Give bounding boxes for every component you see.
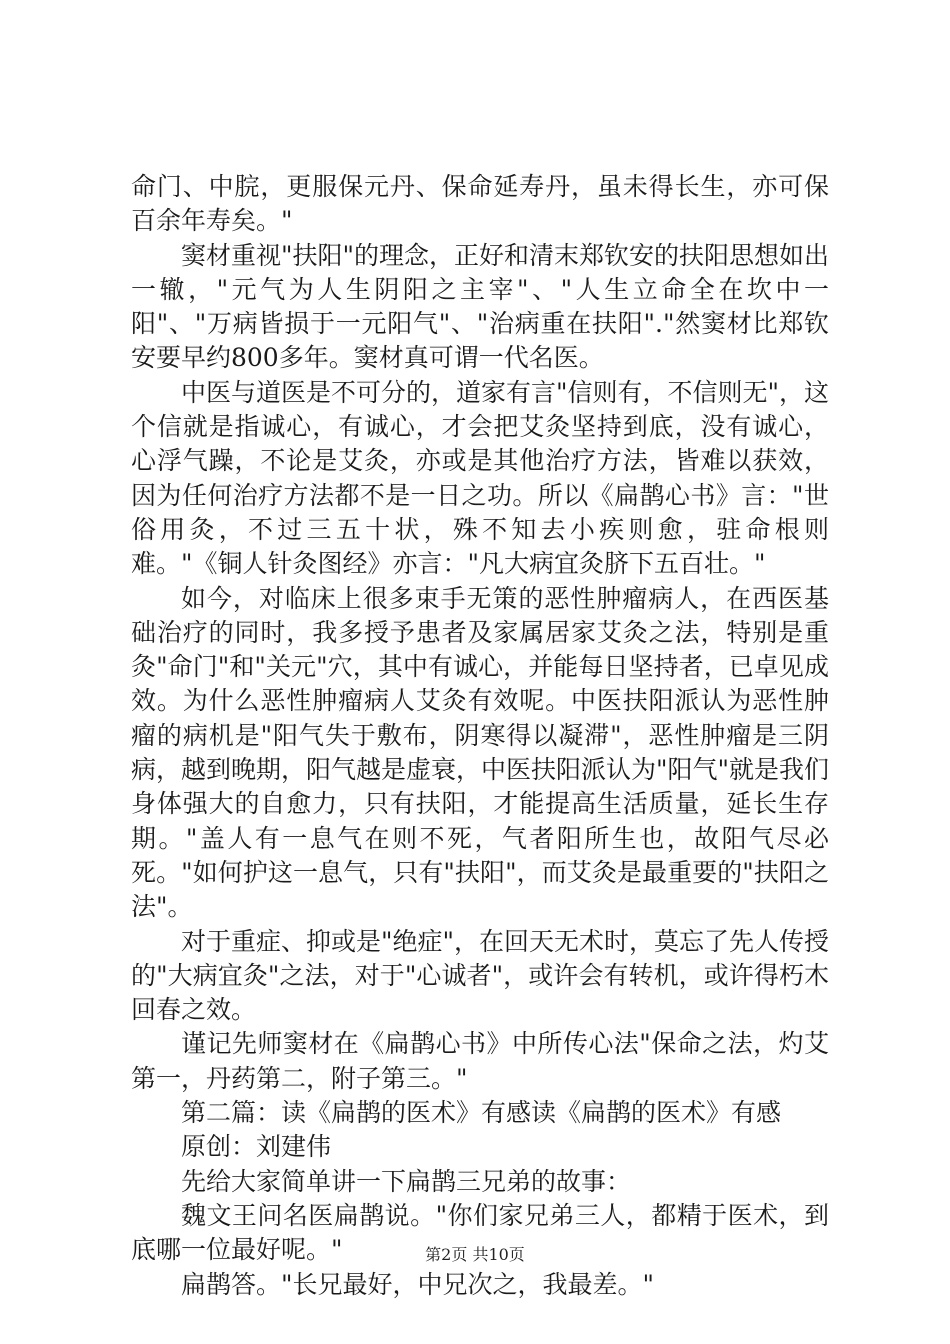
paragraph: 命门、中脘，更服保元丹、保命延寿丹，虽未得长生，亦可保百余年寿矣。"	[131, 172, 829, 236]
section-heading: 第二篇：读《扁鹊的医术》有感读《扁鹊的医术》有感	[181, 1098, 782, 1128]
author-line: 原创：刘建伟	[181, 1132, 332, 1162]
paragraph: 对于重症、抑或是"绝症"，在回天无术时，莫忘了先人传授的"大病宜灸"之法，对于"心诚者"，或许会有转机，或许得朽木回春之效。	[131, 926, 830, 1025]
paragraph: 窦材重视"扶阳"的理念，正好和清末郑钦安的扶阳思想如出一辙，"元气为人生阴阳之主宰"、"人生立命全在坎中一阳"、"万病皆损于一元阳气"、"治病重在扶阳"."然窦材比郑钦安要早约800多年。窦材真可谓一代名医。	[131, 240, 830, 373]
paragraph: 中医与道医是不可分的，道家有言"信则有，不信则无"，这个信就是指诚心，有诚心，才会把艾灸坚持到底，没有诚心，心浮气躁，不论是艾灸，亦或是其他治疗方法，皆难以获效，因为任何治疗方法都不是一日之功。所以《扁鹊心书》言："世俗用灸，不过三五十状，殊不知去小疾则愈，驻命根则难。"《铜人针灸图经》亦言："凡大病宜灸脐下五百壮。"	[131, 377, 830, 579]
paragraph: 先给大家简单讲一下扁鹊三兄弟的故事：	[181, 1166, 632, 1196]
paragraph: 魏文王问名医扁鹊说。"你们家兄弟三人，都精于医术，到底哪一位最好呢。"	[131, 1200, 829, 1265]
paragraph: 扁鹊答。"长兄最好，中兄次之，我最差。"	[181, 1269, 654, 1299]
document-body	[131, 170, 829, 1302]
page-footer	[0, 1242, 950, 1265]
paragraph: 谨记先师窦材在《扁鹊心书》中所传心法"保命之法，灼艾第一，丹药第二，附子第三。"	[131, 1029, 829, 1093]
paragraph: 如今，对临床上很多束手无策的恶性肿瘤病人，在西医基础治疗的同时，我多授予患者及家属居家艾灸之法，特别是重灸"命门"和"关元"穴，其中有诚心，并能每日坚持者，已卓见成效。为什么恶性肿瘤病人艾灸有效呢。中医扶阳派认为恶性肿瘤的病机是"阳气失于敷布，阴寒得以凝滞"，恶性肿瘤是三阴病，越到晚期，阳气越是虚衰，中医扶阳派认为"阳气"就是我们身体强大的自愈力，只有扶阳，才能提高生活质量，延长生存期。"盖人有一息气在则不死，气者阳所生也，故阳气尽必死。"如何护这一息气，只有"扶阳"，而艾灸是最重要的"扶阳之法"。	[131, 583, 830, 922]
page-number: 第2页 共10页	[425, 1245, 525, 1264]
